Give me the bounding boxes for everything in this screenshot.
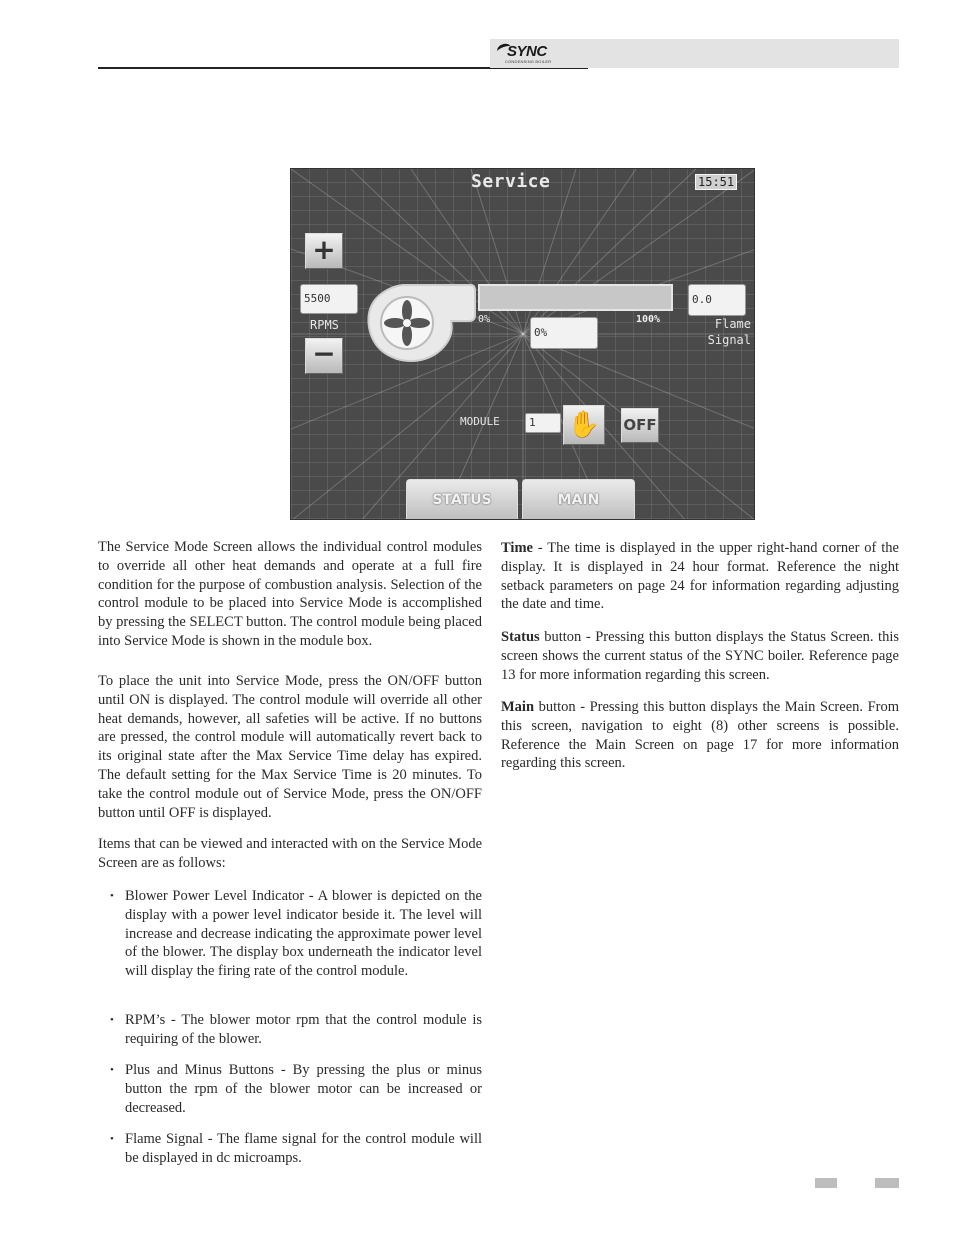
right-column — [501, 539, 899, 773]
term-time: Time — [501, 540, 533, 556]
bullet-rpm: • RPM’s - The blower motor rpm that the control module is requiring of the blower. — [98, 1011, 482, 1061]
left-column — [98, 538, 482, 1168]
logo-text: SYNC — [507, 43, 547, 60]
firing-rate-field: 0% — [530, 317, 598, 349]
module-field[interactable]: 1 — [525, 413, 561, 433]
flame-label-line-1: Flame — [714, 317, 751, 331]
hand-icon: ✋ — [567, 410, 601, 440]
bullet-flame-signal: • Flame Signal - The flame signal for the control module will be displayed in dc microamps. — [98, 1130, 482, 1168]
bullet-plus-minus: • Plus and Minus Buttons - By pressing the plus or minus button the rpm of the blower motor can be increased or decreased. — [98, 1061, 482, 1130]
screen-time: 15:51 — [695, 174, 737, 190]
perspective-grid — [291, 169, 755, 520]
term-status: Status — [501, 629, 540, 645]
select-button[interactable] — [563, 405, 605, 445]
paragraph-main — [501, 698, 899, 773]
desc-status: button - Pressing this button displays the Status Screen. this screen shows the current status of the SYNC boiler. Reference page 13 for more information regarding this screen. — [501, 629, 899, 683]
footer-mark-right — [875, 1178, 899, 1188]
logo-subtext: CONDENSING BOILER — [505, 59, 552, 64]
status-button[interactable]: STATUS — [406, 479, 518, 520]
service-screen — [290, 168, 755, 520]
bar-max-label: 100% — [636, 314, 661, 325]
bar-min-label: 0% — [478, 314, 491, 325]
on-off-button[interactable]: OFF — [621, 408, 659, 443]
desc-main: button - Pressing this button displays the Main Screen. From this screen, navigation to eight (8) other screens is possible. Reference the Main Screen on page 17 for more information regarding this screen. — [501, 699, 899, 772]
paragraph-service-mode: To place the unit into Service Mode, press the ON/OFF button until ON is displayed. The control module will override all other heat demands, however, all safeties will be active. If no buttons are pressed, the control module will automatically revert back to its original state after the Max Service Time delay has expired. The default setting for the Max Service Time is 20 minutes. To take the control module out of Service Mode, press the ON/OFF button until OFF is displayed. — [98, 673, 482, 821]
paragraph-items: Items that can be viewed and interacted with on the Service Mode Screen are as follows: — [98, 836, 482, 871]
minus-button[interactable]: − — [305, 338, 343, 374]
plus-button[interactable]: + — [305, 233, 343, 269]
main-button[interactable]: MAIN — [522, 479, 635, 520]
paragraph-intro: The Service Mode Screen allows the individual control modules to override all other heat demands and operate at a full fire condition for the purpose of combustion analysis. Selection of the control module to be placed into Service Mode is accomplished by pressing the SELECT button. The control module being placed into Service Mode is shown in the module box. — [98, 539, 482, 649]
rpm-label: RPMS — [310, 318, 339, 332]
bullet-blower-power: • Blower Power Level Indicator - A blower is depicted on the display with a power level indicator beside it. The level will increase and decrease indicating the approximate power level of the blower. The display box underneath the indicator level will display the firing rate of the control module. — [98, 887, 482, 1011]
paragraph-time — [501, 539, 899, 628]
flame-signal-label — [691, 316, 751, 348]
sync-logo — [497, 41, 567, 67]
rpm-field: 5500 — [300, 284, 358, 314]
screen-title: Service — [471, 171, 551, 192]
flame-label-line-2: Signal — [707, 333, 751, 347]
module-label: MODULE — [460, 415, 500, 428]
footer-mark-left — [815, 1178, 837, 1188]
paragraph-status — [501, 628, 899, 698]
blower-power-bar — [478, 284, 673, 311]
term-main: Main — [501, 699, 535, 715]
blower-icon — [363, 281, 478, 363]
desc-time: - The time is displayed in the upper right-hand corner of the display. It is displayed in 24 hour format. Reference the night setback parameters on page 24 for information regarding adjusting the date and time. — [501, 540, 899, 613]
flame-signal-field: 0.0 — [688, 284, 746, 316]
